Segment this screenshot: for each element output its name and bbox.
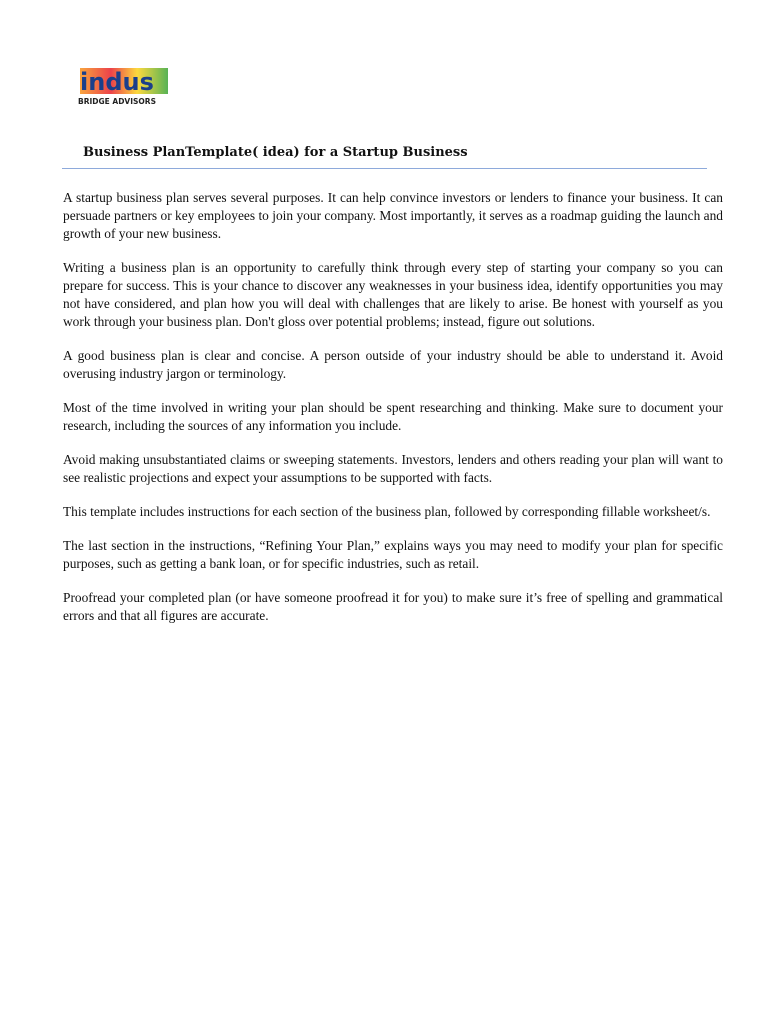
company-logo — [74, 62, 178, 112]
paragraph: A startup business plan serves several purposes. It can help convince investors or lenders to finance your business. It can persuade partners or key employees to join your company. Most importantly, it serves as a roadmap guiding the launch and growth of your new business. — [63, 190, 723, 241]
document-title: Business PlanTemplate( idea) for a Startup Business — [83, 145, 468, 160]
svg-text:indus: indus — [80, 68, 154, 96]
paragraph: Proofread your completed plan (or have someone proofread it for you) to make sure it’s free of spelling and grammatical errors and that all figures are accurate. — [63, 590, 723, 623]
paragraph: A good business plan is clear and concise. A person outside of your industry should be able to understand it. Avoid overusing industry jargon or terminology. — [63, 348, 723, 381]
document-body — [63, 189, 723, 641]
svg-text:BRIDGE ADVISORS: BRIDGE ADVISORS — [78, 97, 156, 106]
paragraph: The last section in the instructions, “Refining Your Plan,” explains ways you may need to modify your plan for specific purposes, such as getting a bank loan, or for specific industries, such as retail. — [63, 538, 723, 571]
title-divider — [62, 168, 707, 169]
paragraph: Most of the time involved in writing your plan should be spent researching and thinking. Make sure to document your research, including the sources of any information you include. — [63, 400, 723, 433]
paragraph: Writing a business plan is an opportunity to carefully think through every step of starting your company so you can prepare for success. This is your chance to discover any weaknesses in your business idea, identify opportunities you may not have considered, and plan how you will deal with challenges that are likely to arise. Be honest with yourself as you work through your business plan. Don't gloss over potential problems; instead, figure out solutions. — [63, 260, 723, 329]
paragraph: This template includes instructions for each section of the business plan, followed by corresponding fillable worksheet/s. — [63, 504, 711, 519]
paragraph: Avoid making unsubstantiated claims or sweeping statements. Investors, lenders and others reading your plan will want to see realistic projections and expect your assumptions to be supported with facts. — [63, 452, 723, 485]
